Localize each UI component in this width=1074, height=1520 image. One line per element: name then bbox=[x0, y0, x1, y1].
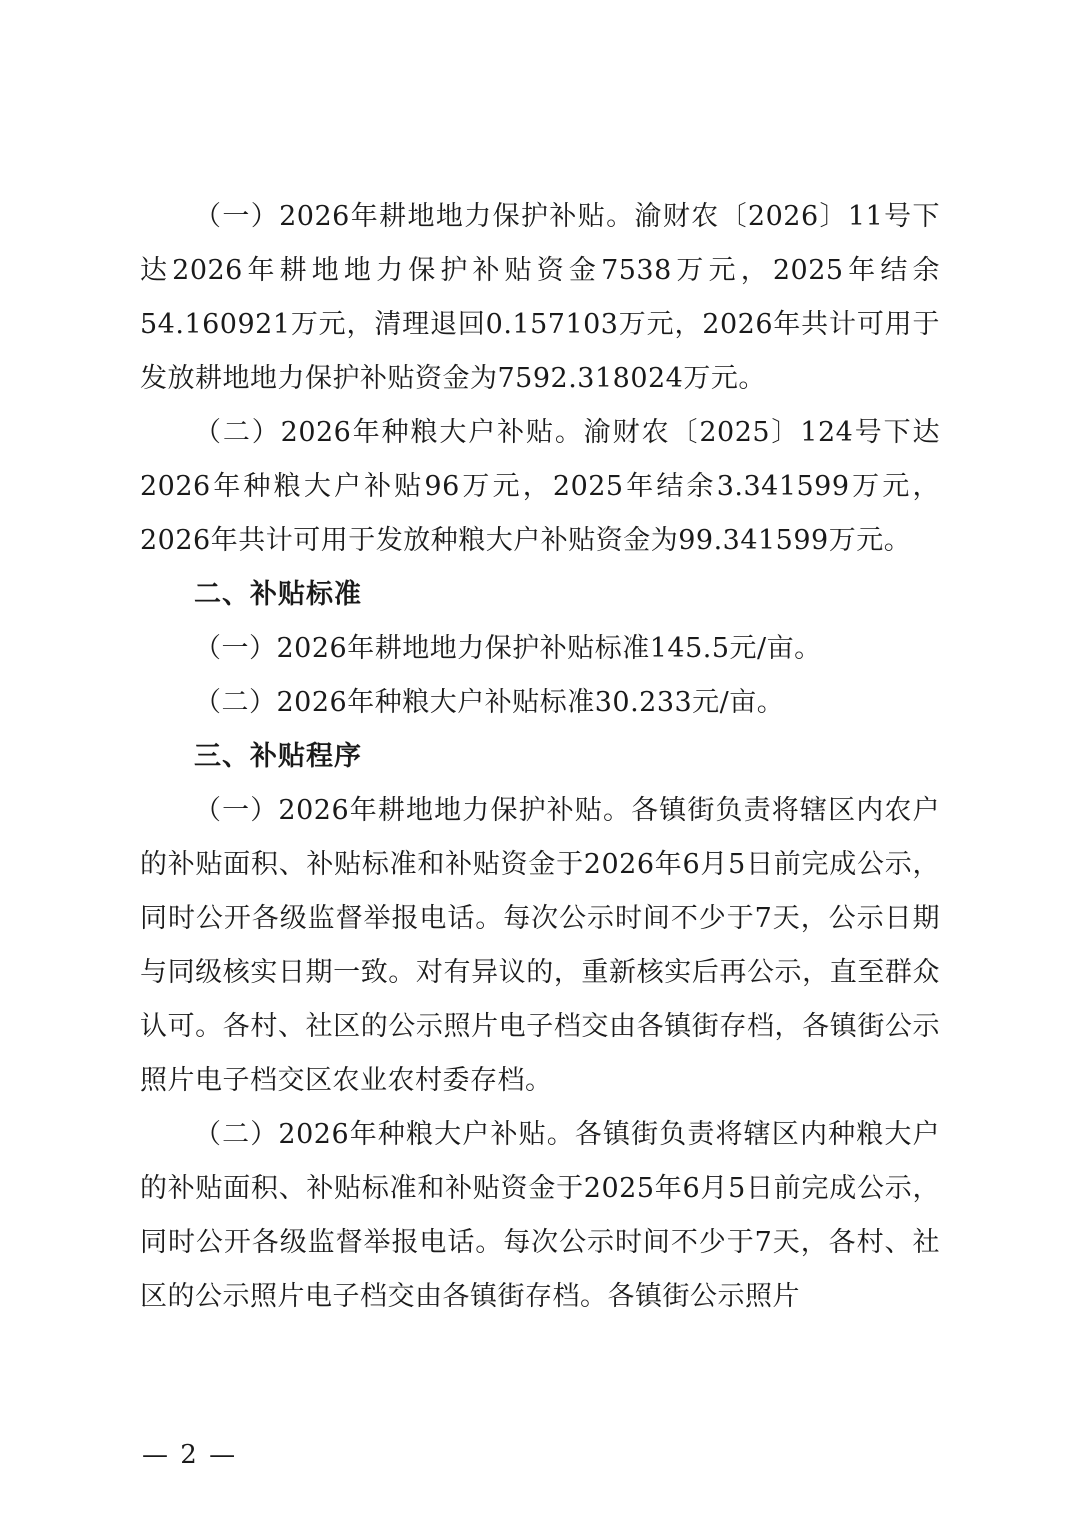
paragraph-grain-grower-subsidy-procedure: （二）2026年种粮大户补贴。各镇街负责将辖区内种粮大户的补贴面积、补贴标准和补贴资金于2025年6月5日前完成公示，同时公开各级监督举报电话。每次公示时间不少于7天，各村、社区的公示照片电子档交由各镇街存档。各镇街公示照片 bbox=[140, 1119, 940, 1312]
heading-subsidy-standard: 二、补贴标准 bbox=[194, 579, 362, 610]
paragraph-grain-grower-subsidy-standard: （二）2026年种粮大户补贴标准30.233元/亩。 bbox=[194, 687, 785, 718]
paragraph-farmland-subsidy-funds: （一）2026年耕地地力保护补贴。渝财农〔2026〕11号下达2026年耕地地力保护补贴资金7538万元，2025年结余54.160921万元，清理退回0.157103万元，2026年共计可用于发放耕地地力保护补贴资金为7592.318024万元。 bbox=[140, 201, 940, 394]
page-number: — 2 — bbox=[142, 1440, 238, 1470]
paragraph-farmland-subsidy-standard: （一）2026年耕地地力保护补贴标准145.5元/亩。 bbox=[194, 633, 822, 664]
heading-subsidy-procedure: 三、补贴程序 bbox=[194, 741, 362, 772]
paragraph-grain-grower-subsidy-funds: （二）2026年种粮大户补贴。渝财农〔2025〕124号下达2026年种粮大户补贴96万元，2025年结余3.341599万元，2026年共计可用于发放种粮大户补贴资金为99.341599万元。 bbox=[140, 417, 940, 556]
document-body bbox=[140, 190, 940, 1324]
paragraph-farmland-subsidy-procedure: （一）2026年耕地地力保护补贴。各镇街负责将辖区内农户的补贴面积、补贴标准和补贴资金于2026年6月5日前完成公示，同时公开各级监督举报电话。每次公示时间不少于7天，公示日期与同级核实日期一致。对有异议的，重新核实后再公示，直至群众认可。各村、社区的公示照片电子档交由各镇街存档，各镇街公示照片电子档交区农业农村委存档。 bbox=[140, 795, 940, 1096]
